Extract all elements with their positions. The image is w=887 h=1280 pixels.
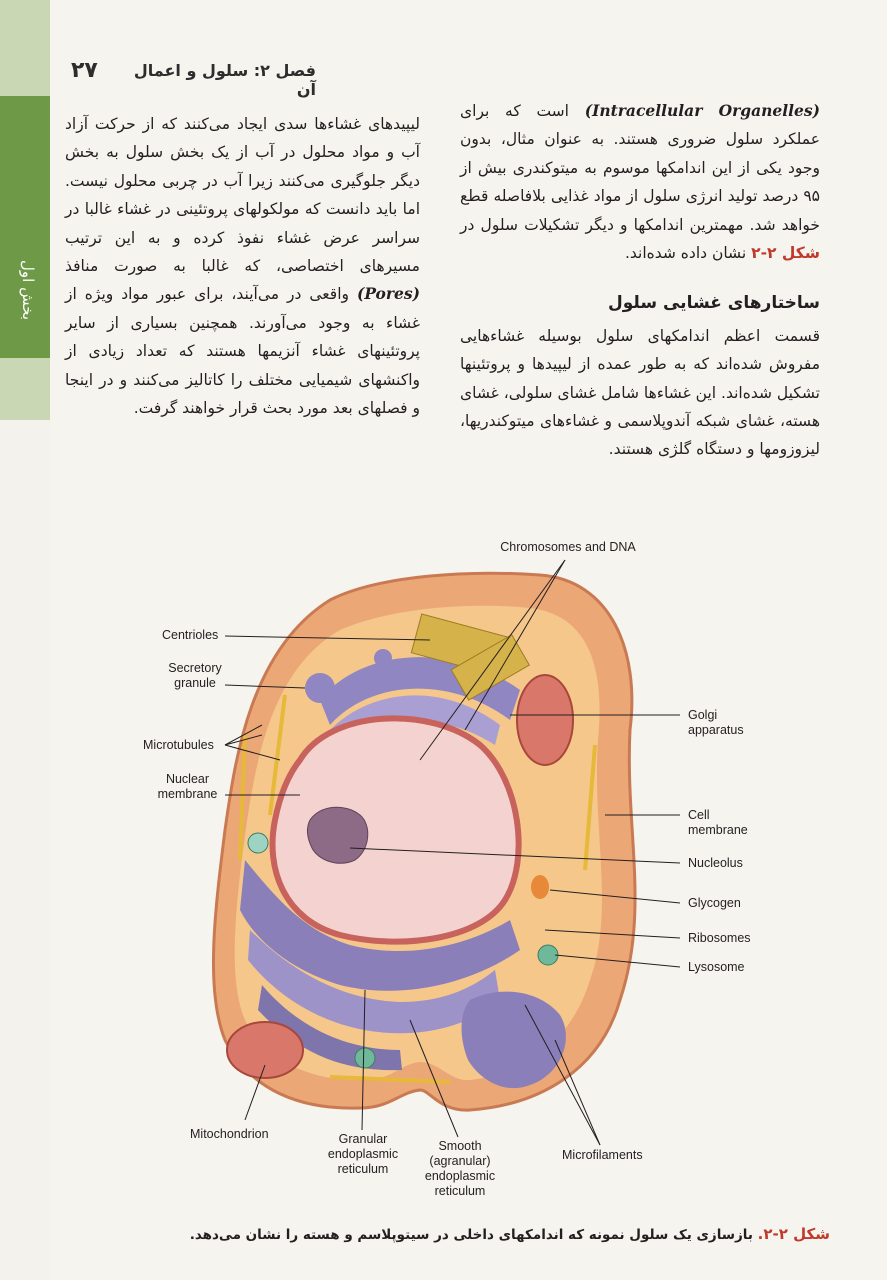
nucleolus [308, 807, 368, 863]
left-column [65, 110, 420, 422]
chapter-title: فصل ۲: سلول و اعمال آن [133, 61, 316, 99]
label-granular-er: Granular endoplasmic reticulum [327, 1132, 399, 1176]
label-secretory-granule: Secretory granule [168, 661, 222, 690]
lysosome [248, 833, 268, 853]
glycogen-granule [531, 875, 549, 899]
section-tab-label: بخش اول [19, 260, 37, 321]
mitochondrion [517, 675, 573, 765]
label-mitochondrion: Mitochondrion [190, 1127, 269, 1141]
paragraph-text: لیپیدهای غشاءها سدی ایجاد می‌کنند که از حرکت آزاد آب و مواد محلول در آب از یک بخش سلول به بخش دیگر جلوگیری می‌کنند زیرا آب در چربی محلول نیست. اما باید دانست که مولکولهای پروتئینی در غشاء غالبا در سراسر عرض غشاء نفوذ کرده و به این ترتیب مسیرهای اختصاصی، که غالبا به صورت منافذ [65, 115, 420, 276]
page-header [56, 56, 876, 99]
paragraph-lipids [65, 110, 420, 422]
label-smooth-er: Smooth (agranular) endoplasmic reticulum [424, 1139, 496, 1198]
caption-text: بازسازی یک سلول نمونه که اندامکهای داخلی در سیتوپلاسم و هسته را نشان می‌دهد. [189, 1227, 758, 1243]
label-glycogen: Glycogen [688, 896, 741, 910]
label-cell-membrane: Cell membrane [688, 808, 748, 837]
label-lysosome: Lysosome [688, 960, 745, 974]
term-organelles: (Intracellular Organelles) [584, 101, 820, 120]
caption-label: شکل ۲-۲. [757, 1225, 830, 1243]
label-microtubules: Microtubules [143, 738, 214, 752]
paragraph-end: نشان داده شده‌اند. [624, 244, 752, 263]
label-microfilaments: Microfilaments [562, 1148, 643, 1162]
figure-reference: شکل ۲-۲ [751, 244, 820, 263]
page-number: ۲۷ [71, 58, 98, 83]
secretory-granule [305, 673, 335, 703]
right-column [460, 97, 820, 464]
lysosome [355, 1048, 375, 1068]
label-golgi-apparatus: Golgi apparatus [688, 708, 744, 737]
label-nucleolus: Nucleolus [688, 856, 743, 870]
cell-figure [0, 530, 887, 1230]
secretory-granule [374, 649, 392, 667]
label-ribosomes: Ribosomes [688, 931, 751, 945]
paragraph-text: است که برای عملکرد سلول ضروری هستند. به عنوان مثال، بدون وجود یکی از این اندامکها موسوم به میتوکندری بیش از ۹۵ درصد تولید انرژی سلول از مواد غذایی بلافاصله قطع خواهد شد. مهمترین اندامکها و دیگر تشکیلات سلول در [460, 102, 820, 234]
cell-illustration [0, 530, 887, 1230]
paragraph-text: واقعی در می‌آیند، برای عبور مواد ویژه از غشاء به وجود می‌آورند. همچنین بسیاری از سایر پروتئینهای غشاء آنزیمها هستند که تعداد زیادی از واکنشهای شیمیایی مختلف را کاتالیز می‌کنند و در اینجا و فصلهای بعد مورد بحث قرار خواهند گرفت. [65, 285, 420, 418]
section-heading: ساختارهای غشایی سلول [608, 293, 820, 314]
paragraph-organelles [460, 97, 820, 267]
mitochondrion [227, 1022, 303, 1078]
paragraph-membranes: قسمت اعظم اندامکهای سلول بوسیله غشاءهایی مفروش شده‌اند که به طور عمده از لیپیدها و پروتئینها تشکیل شده‌اند. این غشاءها شامل غشای سلولی، غشای هسته، غشای شبکه آندوپلاسمی و غشاءهای میتوکندریها، لیزوزومها و دستگاه گلژی هستند. [460, 326, 820, 459]
figure-caption [130, 1225, 830, 1243]
label-nuclear-membrane: Nuclear membrane [157, 772, 218, 801]
term-pores: (Pores) [356, 284, 420, 304]
label-centrioles: Centrioles [162, 628, 219, 642]
label-chromosomes: Chromosomes and DNA [500, 540, 636, 554]
